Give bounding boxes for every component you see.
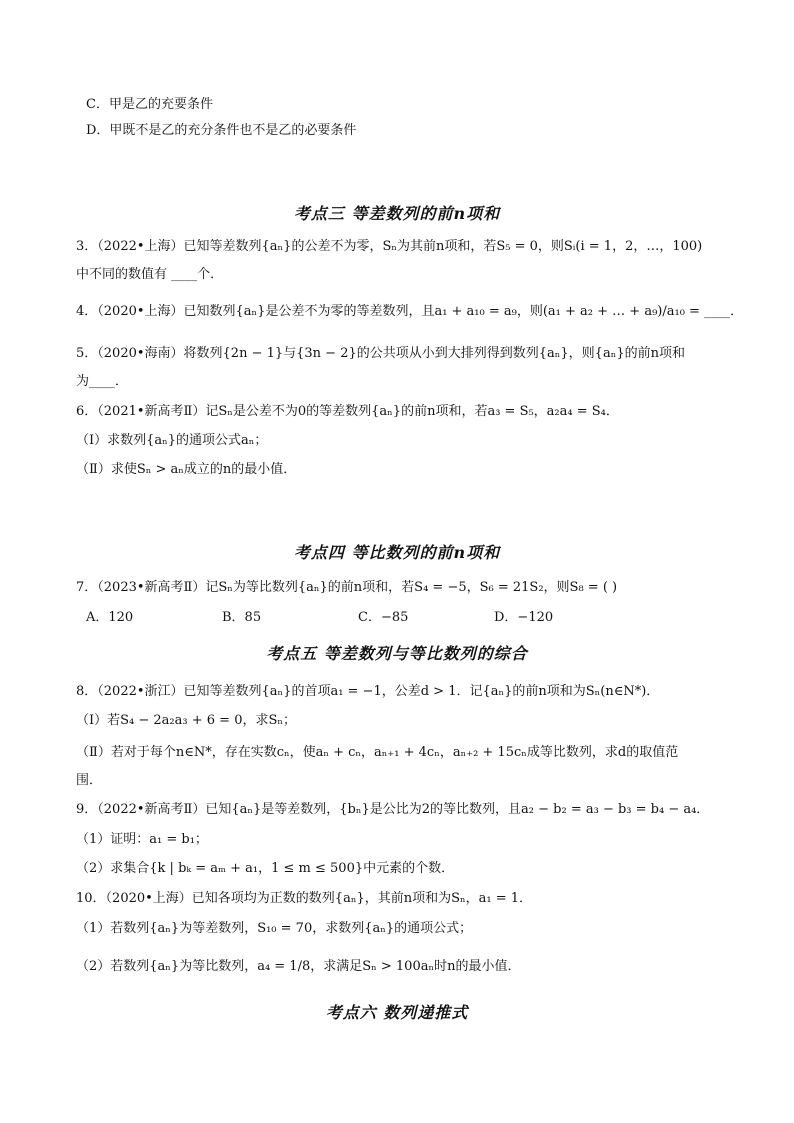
question-10-line-1: 10．（2020•上海）已知各项均为正数的数列{aₙ}，其前n项和为Sₙ，a₁ = 1． [76, 891, 533, 906]
question-3-line-1: 3．（2022•上海）已知等差数列{aₙ}的公差不为零，Sₙ为其前n项和，若S₅ = 0，则Sᵢ(i = 1，2，…，100) [76, 239, 703, 254]
question-5-line-1: 5．（2020•海南）将数列{2n − 1}与{3n − 2}的公共项从小到大排列得到数列{aₙ}，则{aₙ}的前n项和 [76, 346, 685, 361]
choice-a: A．120 [86, 610, 134, 625]
section-heading-4: 考点四 等比数列的前n项和 [293, 543, 501, 562]
option-c: C．甲是乙的充要条件 [86, 97, 213, 112]
question-8-part-1: （Ⅰ）若S₄ − 2a₂a₃ + 6 = 0，求Sₙ； [76, 713, 296, 728]
question-6-part-2: （Ⅱ）求使Sₙ > aₙ成立的n的最小值． [76, 462, 297, 477]
section-heading-5: 考点五 等差数列与等比数列的综合 [266, 644, 528, 663]
question-6-line-1: 6．（2021•新高考Ⅱ）记Sₙ是公差不为0的等差数列{aₙ}的前n项和，若a₃ = S₅，a₂a₄ = S₄． [76, 404, 619, 419]
choice-b: B．85 [222, 610, 262, 625]
question-6-part-1: （Ⅰ）求数列{aₙ}的通项公式aₙ； [76, 433, 268, 448]
question-5-line-2: 为____． [76, 374, 129, 389]
question-9-line-1: 9．（2022•新高考Ⅱ）已知{aₙ}是等差数列，{bₙ}是公比为2的等比数列，且a₂ − b₂ = a₃ − b₃ = b₄ − a₄． [76, 802, 710, 817]
choice-c: C．−85 [358, 610, 409, 625]
section-heading-6: 考点六 数列递推式 [325, 1003, 469, 1022]
question-4: 4．（2020•上海）已知数列{aₙ}是公差不为零的等差数列，且a₁ + a₁₀ = a₉，则(a₁ + a₂ + … + a₉)/a₁₀ = ____． [76, 304, 744, 319]
question-8-part-2-cont: 围． [76, 773, 103, 788]
question-8-part-2: （Ⅱ）若对于每个n∈N*，存在实数cₙ，使aₙ + cₙ，aₙ₊₁ + 4cₙ，aₙ₊₂ + 15cₙ成等比数列，求d的取值范 [76, 745, 679, 760]
question-8-line-1: 8．（2022•浙江）已知等差数列{aₙ}的首项a₁ = −1，公差d > 1．记{aₙ}的前n项和为Sₙ(n∈N*)． [76, 684, 660, 699]
question-7-choices [86, 609, 724, 627]
question-7: 7．（2023•新高考Ⅱ）记Sₙ为等比数列{aₙ}的前n项和，若S₄ = −5，S₆ = 21S₂，则S₈ = ( ) [76, 580, 618, 595]
question-3-line-2: 中不同的数值有 ____个． [76, 267, 224, 282]
choice-d: D．−120 [494, 610, 554, 625]
question-10-part-2: （2）若数列{aₙ}为等比数列，a₄ = 1/8，求满足Sₙ > 100aₙ时n的最小值． [76, 959, 521, 974]
section-heading-3: 考点三 等差数列的前n项和 [293, 204, 501, 223]
option-d: D．甲既不是乙的充分条件也不是乙的必要条件 [86, 123, 357, 138]
question-9-part-1: （1）证明：a₁ = b₁； [76, 832, 208, 847]
question-10-part-1: （1）若数列{aₙ}为等差数列，S₁₀ = 70，求数列{aₙ}的通项公式； [76, 921, 473, 936]
question-9-part-2: （2）求集合{k | bₖ = aₘ + a₁，1 ≤ m ≤ 500}中元素的个数． [76, 861, 455, 876]
